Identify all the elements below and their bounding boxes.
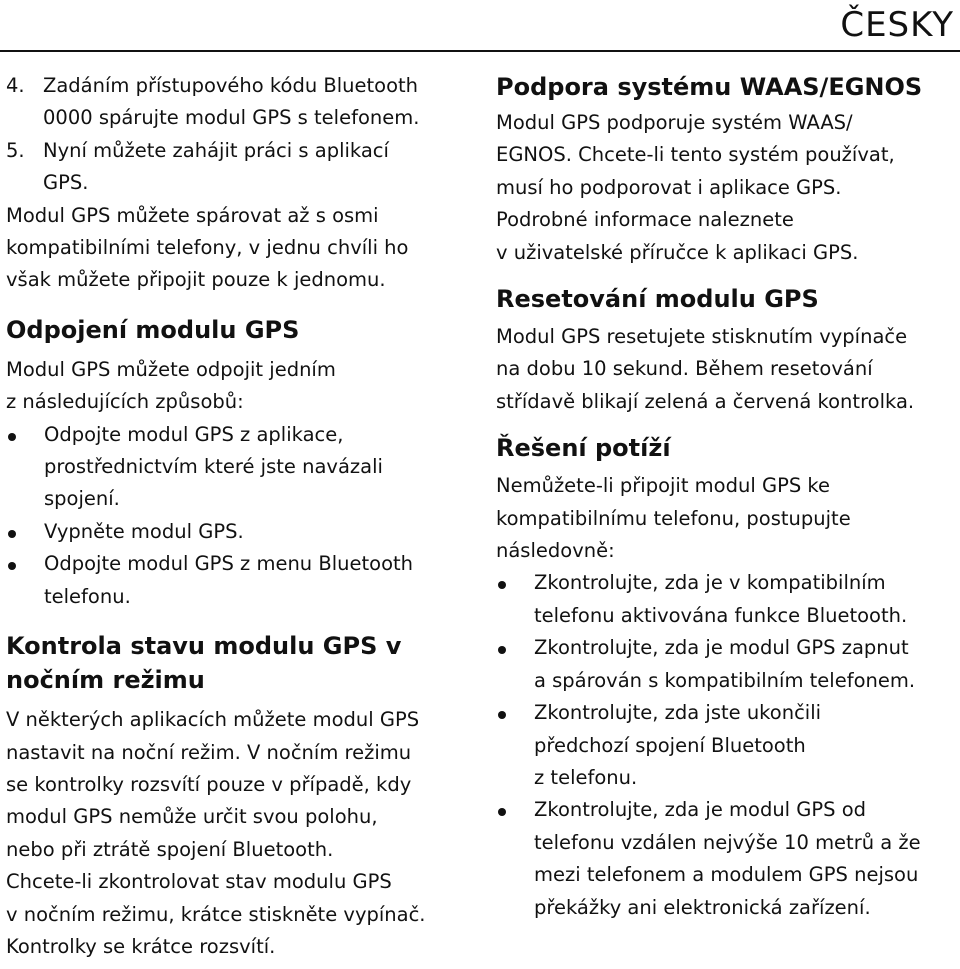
- bullet-line: telefonu.: [44, 584, 131, 608]
- bullet-line: překážky ani elektronická zařízení.: [534, 895, 871, 919]
- bullet-line: Zkontrolujte, zda je v kompatibilním: [534, 571, 886, 595]
- bullet-line: Vypněte modul GPS.: [44, 519, 244, 543]
- body-line: Chcete-li zkontrolovat stav modulu GPS: [6, 870, 392, 894]
- right-column: [496, 70, 958, 924]
- bullet-item: [496, 567, 958, 632]
- pairing-line: Modul GPS můžete spárovat až s osmi: [6, 203, 379, 227]
- body-line: Modul GPS resetujete stisknutím vypínače: [496, 325, 908, 349]
- body-line: nastavit na noční režim. V nočním režimu: [6, 740, 412, 764]
- step-line: GPS.: [43, 171, 89, 195]
- bullet-line: Odpojte modul GPS z menu Bluetooth: [44, 552, 414, 576]
- language-label: ČESKY: [840, 5, 954, 45]
- bullet-item: [6, 419, 476, 516]
- bullet-item: [496, 794, 958, 924]
- body-line: modul GPS nemůže určit svou polohu,: [6, 805, 378, 829]
- bullet-item: [6, 516, 476, 548]
- bullet-line: z telefonu.: [534, 765, 638, 789]
- body-line: v uživatelské příručce k aplikaci GPS.: [496, 240, 859, 264]
- disconnect-intro-line: Modul GPS můžete odpojit jedním: [6, 357, 336, 381]
- bullet-line: telefonu aktivována funkce Bluetooth.: [534, 603, 908, 627]
- bullet-item: [6, 548, 476, 613]
- bullet-line: Odpojte modul GPS z aplikace,: [44, 422, 344, 446]
- step-4: [6, 70, 476, 135]
- intro-line: následovně:: [496, 539, 615, 563]
- disconnect-bullet-list: [6, 419, 476, 613]
- intro-line: Nemůžete-li připojit modul GPS ke: [496, 474, 831, 498]
- pairing-paragraph: [6, 200, 476, 297]
- body-line: v nočním režimu, krátce stiskněte vypínač.: [6, 902, 426, 926]
- waas-heading: Podpora systému WAAS/EGNOS: [496, 73, 923, 101]
- bullet-line: Zkontrolujte, zda je modul GPS zapnut: [534, 636, 909, 660]
- body-line: V některých aplikacích můžete modul GPS: [6, 708, 420, 732]
- troubleshooting-bullet-list: [496, 567, 958, 923]
- night-mode-body: [6, 704, 476, 963]
- reset-heading: Resetování modulu GPS: [496, 285, 819, 314]
- bullet-item: [496, 632, 958, 697]
- step-number: 5.: [6, 138, 25, 162]
- body-line: Modul GPS podporuje systém WAAS/: [496, 111, 853, 134]
- step-line: Nyní můžete zahájit práci s aplikací: [43, 138, 389, 162]
- body-line: EGNOS. Chcete-li tento systém používat,: [496, 143, 895, 167]
- bullet-line: mezi telefonem a modulem GPS nejsou: [534, 863, 919, 887]
- night-mode-heading: [6, 629, 476, 697]
- bullet-line: telefonu vzdálen nejvýše 10 metrů a že: [534, 830, 921, 854]
- bullet-line: a spárován s kompatibilním telefonem.: [534, 668, 916, 692]
- body-line: střídavě blikají zelená a červená kontrolka.: [496, 389, 915, 413]
- intro-line: kompatibilnímu telefonu, postupujte: [496, 506, 851, 530]
- header-rule: [0, 50, 960, 52]
- bullet-line: spojení.: [44, 487, 120, 511]
- step-line: 0000 spárujte modul GPS s telefonem.: [43, 106, 420, 130]
- bullet-line: prostřednictvím které jste navázali: [44, 455, 383, 479]
- disconnect-intro: [6, 354, 476, 419]
- troubleshooting-heading: Řešení potíží: [496, 434, 671, 463]
- body-line: Kontrolky se krátce rozsvítí.: [6, 934, 276, 958]
- reset-body: [496, 321, 958, 418]
- pairing-line: však můžete připojit pouze k jednomu.: [6, 268, 386, 292]
- body-line: musí ho podporovat i aplikace GPS.: [496, 175, 842, 199]
- bullet-item: [496, 697, 958, 794]
- body-line: Podrobné informace naleznete: [496, 208, 794, 232]
- bullet-line: předchozí spojení Bluetooth: [534, 733, 806, 757]
- bullet-line: Zkontrolujte, zda jste ukončili: [534, 701, 822, 725]
- disconnect-intro-line: z následujících způsobů:: [6, 390, 244, 414]
- left-column: [6, 70, 476, 963]
- disconnect-heading: Odpojení modulu GPS: [6, 315, 300, 344]
- troubleshooting-intro: [496, 470, 958, 567]
- step-line: Zadáním přístupového kódu Bluetooth: [43, 74, 419, 97]
- bullet-line: Zkontrolujte, zda je modul GPS od: [534, 798, 867, 822]
- body-line: nebo při ztrátě spojení Bluetooth.: [6, 837, 334, 861]
- step-number: 4.: [6, 74, 25, 97]
- body-line: se kontrolky rozsvítí pouze v případě, kdy: [6, 772, 412, 796]
- heading-line: Kontrola stavu modulu GPS v: [6, 632, 402, 661]
- waas-body: [496, 107, 958, 269]
- heading-line: nočním režimu: [6, 666, 205, 695]
- step-5: [6, 135, 476, 200]
- body-line: na dobu 10 sekund. Během resetování: [496, 357, 873, 381]
- pairing-line: kompatibilními telefony, v jednu chvíli ho: [6, 236, 409, 260]
